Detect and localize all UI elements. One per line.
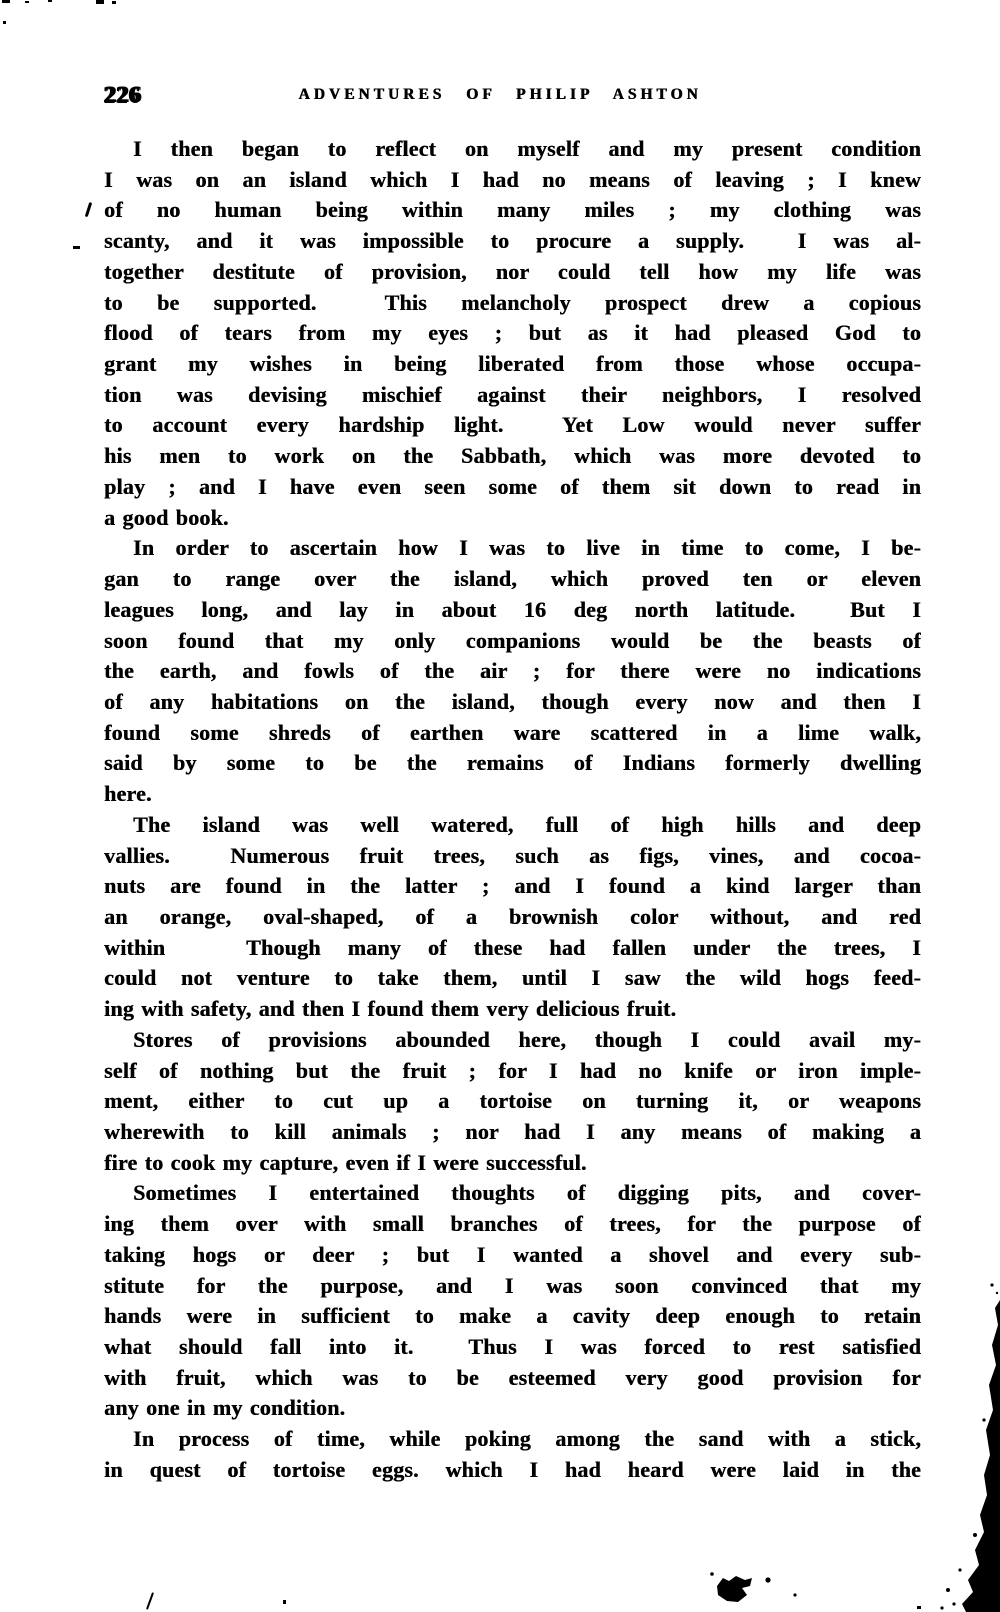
- text-line: ing with safety, and then I found them very delicious fruit.: [104, 996, 677, 1022]
- text-line: tion was devising mischief against their neighbors, I resolved: [104, 381, 921, 407]
- text-line: found some shreds of earthen ware scattered in a lime walk,: [104, 719, 921, 745]
- text-line: leagues long, and lay in about 16 deg north latitude. But I: [104, 596, 921, 622]
- text-line: The island was well watered, full of high hills and deep: [133, 811, 921, 837]
- scan-speck: [3, 21, 6, 24]
- text-line: grant my wishes in being liberated from those whose occupa-: [104, 351, 921, 377]
- text-line: ing them over with small branches of trees, for the purpose of: [104, 1211, 921, 1237]
- text-line: together destitute of provision, nor could tell how my life was: [104, 258, 921, 284]
- scan-stray-mark: [73, 246, 80, 249]
- scan-speck: [283, 1600, 286, 1604]
- scan-stray-mark: [85, 202, 92, 217]
- text-line: Sometimes I entertained thoughts of digging pits, and cover-: [133, 1180, 921, 1206]
- text-line: nuts are found in the latter ; and I found a kind larger than: [104, 873, 921, 899]
- paragraph: [104, 1025, 921, 1179]
- text-line: said by some to be the remains of Indians formerly dwelling: [104, 750, 921, 776]
- text-line: vallies. Numerous fruit trees, such as figs, vines, and cocoa-: [104, 842, 921, 868]
- text-line: I then began to reflect on myself and my present condition: [133, 136, 921, 161]
- text-line: fire to cook my capture, even if I were successful.: [104, 1149, 587, 1175]
- text-line: to account every hardship light. Yet Low would never suffer: [104, 412, 921, 438]
- running-header-title: ADVENTURES OF PHILIP ASHTON: [298, 86, 702, 103]
- paragraph: [104, 533, 921, 809]
- text-line: could not venture to take them, until I saw the wild hogs feed-: [104, 965, 921, 991]
- paragraph: [104, 1424, 921, 1485]
- text-line: an orange, oval-shaped, of a brownish color without, and red: [104, 903, 921, 929]
- text-line: soon found that my only companions would be the beasts of: [104, 627, 921, 653]
- text-line: here.: [104, 781, 152, 807]
- text-line: within Though many of these had fallen under the trees, I: [104, 934, 921, 960]
- text-line: stitute for the purpose, and I was soon convinced that my: [104, 1272, 921, 1298]
- text-line: wherewith to kill animals ; nor had I any means of making a: [104, 1119, 921, 1144]
- text-line: I was on an island which I had no means of leaving ; I knew: [104, 166, 921, 192]
- text-line: the earth, and fowls of the air ; for there were no indications: [104, 658, 921, 684]
- paragraph: [104, 134, 921, 533]
- text-line: a good book.: [104, 504, 229, 530]
- scan-speck: [96, 0, 104, 4]
- text-line: what should fall into it. Thus I was forced to rest satisfied: [104, 1334, 921, 1360]
- text-line: ment, either to cut up a tortoise on turning it, or weapons: [104, 1088, 921, 1114]
- text-line: any one in my condition.: [104, 1395, 346, 1421]
- scan-speck: [25, 1, 29, 3]
- text-line: Stores of provisions abounded here, though I could avail my-: [133, 1026, 921, 1052]
- text-line: to be supported. This melancholy prospect drew a copious: [104, 289, 921, 315]
- text-line: with fruit, which was to be esteemed very good provision for: [104, 1364, 921, 1390]
- text-line: play ; and I have even seen some of them sit down to read in: [104, 473, 921, 499]
- ink-blot: [705, 1568, 805, 1612]
- text-line: In process of time, while poking among the sand with a stick,: [133, 1426, 921, 1452]
- text-line: of no human being within many miles ; my clothing was: [104, 197, 921, 223]
- text-line: self of nothing but the fruit ; for I had no knife or iron imple-: [104, 1057, 921, 1083]
- paragraph: [104, 810, 921, 1025]
- text-line: his men to work on the Sabbath, which was more devoted to: [104, 443, 921, 469]
- scan-speck: [48, 0, 52, 2]
- running-header: [0, 82, 1000, 108]
- text-line: flood of tears from my eyes ; but as it had pleased God to: [104, 320, 921, 346]
- text-line: taking hogs or deer ; but I wanted a shovel and every sub-: [104, 1241, 921, 1267]
- text-line: in quest of tortoise eggs. which I had heard were laid in the: [104, 1456, 921, 1482]
- scan-stray-mark: [146, 1592, 154, 1610]
- text-line: In order to ascertain how I was to live in time to come, I be-: [133, 535, 921, 561]
- scan-speck: [917, 1606, 921, 1609]
- page-body-text: [104, 134, 921, 1486]
- paragraph: [104, 1178, 921, 1424]
- text-line: scanty, and it was impossible to procure a supply. I was al-: [104, 228, 921, 254]
- text-line: of any habitations on the island, though every now and then I: [104, 688, 921, 714]
- page-number: 226: [104, 82, 142, 107]
- text-line: hands were in sufficient to make a cavity deep enough to retain: [104, 1303, 921, 1329]
- scan-speck: [2, 0, 10, 3]
- scan-speck: [112, 1, 116, 4]
- text-line: gan to range over the island, which proved ten or eleven: [104, 566, 921, 592]
- page-edge-tear: [940, 1270, 1000, 1612]
